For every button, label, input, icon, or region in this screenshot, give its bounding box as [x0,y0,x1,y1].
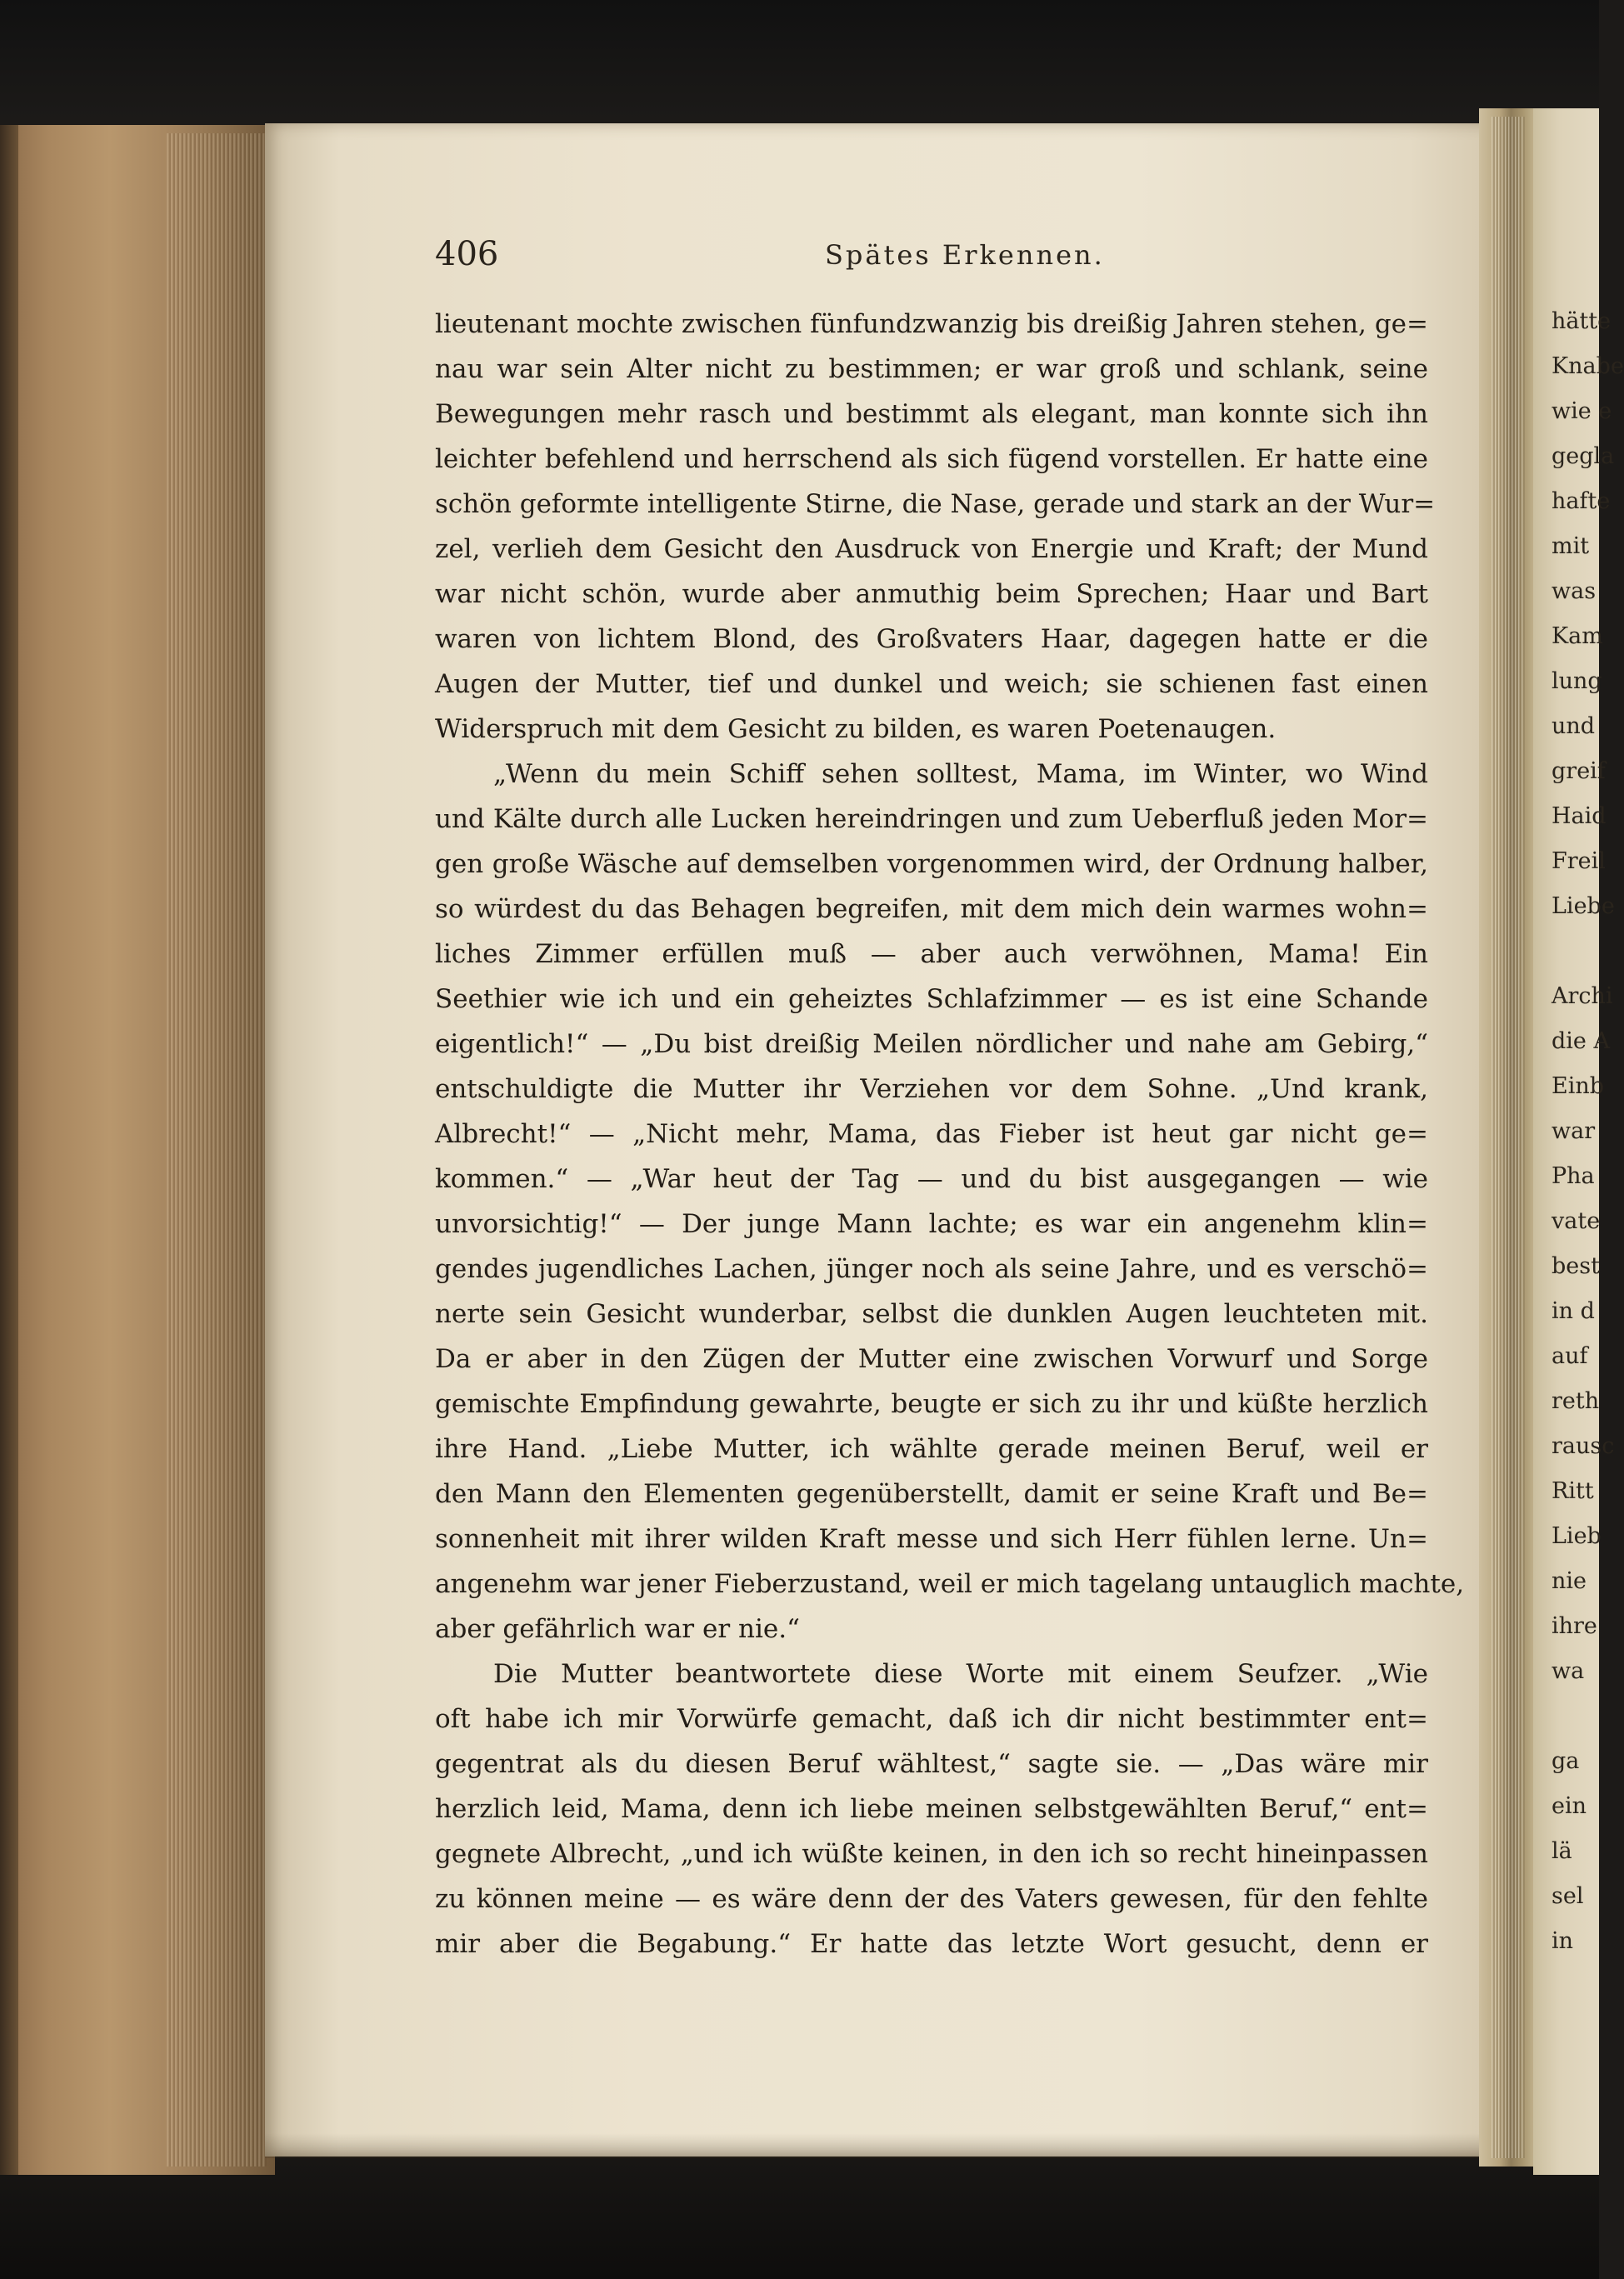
facing-page-fragment: greif [1552,758,1606,784]
facing-page-fragment: war [1552,1118,1596,1144]
facing-page-fragment: mit [1552,533,1590,559]
page-bottom-shadow [265,2133,1508,2158]
text-line: angenehm war jener Fieberzustand, weil er mich tagelang untauglich machte, [435,1569,1465,1599]
text-line: den Mann den Elementen gegenüberstellt, damit er seine Kraft und Be= [435,1479,1428,1509]
text-line: gen große Wäsche auf demselben vorgenommen wird, der Ordnung halber, [435,849,1428,879]
text-line: Die Mutter beantwortete diese Worte mit einem Seufzer. „Wie [493,1659,1428,1689]
text-line: schön geformte intelligente Stirne, die Nase, gerade und stark an der Wur= [435,489,1436,519]
facing-page-fragment: nie [1552,1568,1587,1594]
facing-page-fragment: hätte [1552,308,1612,334]
facing-page-fragment: auf [1552,1343,1588,1369]
text-line: so würdest du das Behagen begreifen, mit dem mich dein warmes wohn= [435,894,1428,924]
text-line: liches Zimmer erfüllen muß — aber auch verwöhnen, Mama! Ein [435,939,1428,969]
text-line: nau war sein Alter nicht zu bestimmen; er war groß und schlank, seine [435,354,1428,384]
text-line: aber gefährlich war er nie.“ [435,1614,800,1644]
facing-page-fragment: Einb [1552,1073,1605,1099]
facing-page-fragment: wie e [1552,398,1612,424]
text-line: zel, verlieh dem Gesicht den Ausdruck von Energie und Kraft; der Mund [435,534,1428,564]
text-line: waren von lichtem Blond, des Großvaters Haar, dagegen hatte er die [435,624,1428,654]
text-line: gegnete Albrecht, „und ich wüßte keinen, in den ich so recht hineinpassen [435,1839,1428,1869]
text-line: Augen der Mutter, tief und dunkel und weich; sie schienen fast einen [435,669,1428,699]
facing-page-fragment: ihre [1552,1613,1597,1639]
facing-page-fragment: gegla [1552,443,1615,469]
facing-page-fragment: ga [1552,1748,1580,1774]
page-edge-stripes [167,133,267,2167]
text-line: herzlich leid, Mama, denn ich liebe meinen selbstgewählten Beruf,“ ent= [435,1794,1428,1824]
facing-page-fragment: Kam [1552,623,1603,649]
text-line: ihre Hand. „Liebe Mutter, ich wählte gerade meinen Beruf, weil er [435,1434,1428,1464]
text-line: Bewegungen mehr rasch und bestimmt als elegant, man konnte sich ihn [435,399,1428,429]
gutter-page-lines [1492,117,1525,2158]
text-line: sonnenheit mit ihrer wilden Kraft messe und sich Herr fühlen lerne. Un= [435,1524,1428,1554]
facing-page-fragment: Haid [1552,803,1607,829]
running-title: Spätes Erkennen. [825,239,1105,271]
text-line: Albrecht!“ — „Nicht mehr, Mama, das Fieber ist heut gar nicht ge= [435,1119,1428,1149]
text-line: Widerspruch mit dem Gesicht zu bilden, es waren Poetenaugen. [435,714,1277,744]
facing-page-fragment: best [1552,1253,1600,1279]
text-line: mir aber die Begabung.“ Er hatte das letzte Wort gesucht, denn er [435,1929,1428,1959]
facing-page-fragment: Ritt [1552,1478,1594,1504]
facing-page-fragment: hafte [1552,488,1611,514]
facing-page-fragment: was [1552,578,1597,604]
facing-page-fragment: sel [1552,1883,1584,1909]
facing-page-fragment: lung [1552,668,1602,694]
text-line: entschuldigte die Mutter ihr Verziehen vor dem Sohne. „Und krank, [435,1074,1428,1104]
facing-page-fragment: Pha [1552,1163,1595,1189]
facing-page-fragment: Archi [1552,983,1613,1009]
text-line: leichter befehlend und herrschend als sich fügend vorstellen. Er hatte eine [435,444,1428,474]
facing-page-fragment: in d [1552,1298,1595,1324]
facing-page-fragment: vate [1552,1208,1601,1234]
facing-page-fragment: Lieb [1552,1523,1602,1549]
facing-page-fragment: in [1552,1928,1574,1954]
text-line: und Kälte durch alle Lucken hereindringen und zum Ueberfluß jeden Mor= [435,804,1428,834]
facing-page-text [1552,302,1624,1967]
page-number: 406 [435,235,499,273]
text-line: kommen.“ — „War heut der Tag — und du bist ausgegangen — wie [435,1164,1428,1194]
facing-page-fragment: Freil [1552,848,1606,874]
facing-page-fragment: wa [1552,1658,1585,1684]
text-line: war nicht schön, wurde aber anmuthig beim Sprechen; Haar und Bart [435,579,1428,609]
text-line: unvorsichtig!“ — Der junge Mann lachte; es war ein angenehm klin= [435,1209,1428,1239]
text-line: gemischte Empfindung gewahrte, beugte er sich zu ihr und küßte herzlich [435,1389,1428,1419]
background-top [0,0,1599,133]
body-text [435,302,1465,1967]
text-line: gegentrat als du diesen Beruf wähltest,“ sagte sie. — „Das wäre mir [435,1749,1428,1779]
facing-page-fragment: Knabe [1552,353,1624,379]
text-line: nerte sein Gesicht wunderbar, selbst die dunklen Augen leuchteten mit. [435,1299,1428,1329]
facing-page-fragment: lä [1552,1838,1572,1864]
facing-page-fragment: die A [1552,1028,1610,1054]
text-line: eigentlich!“ — „Du bist dreißig Meilen nördlicher und nahe am Gebirg,“ [435,1029,1428,1059]
text-line: gendes jugendliches Lachen, jünger noch als seine Jahre, und es verschö= [435,1254,1428,1284]
text-line: lieutenant mochte zwischen fünfundzwanzig bis dreißig Jahren stehen, ge= [435,309,1428,339]
facing-page-fragment: reth [1552,1388,1600,1414]
text-line: Da er aber in den Zügen der Mutter eine zwischen Vorwurf und Sorge [435,1344,1428,1374]
text-line: oft habe ich mir Vorwürfe gemacht, daß ich dir nicht bestimmter ent= [435,1704,1428,1734]
facing-page-fragment: rausc [1552,1433,1615,1459]
facing-page-fragment: ein [1552,1793,1587,1819]
text-line: zu können meine — es wäre denn der des Vaters gewesen, für den fehlte [435,1884,1428,1914]
text-line: „Wenn du mein Schiff sehen solltest, Mama, im Winter, wo Wind [493,759,1428,789]
facing-page-fragment: Liebe [1552,893,1615,919]
book-cover-edge [0,125,18,2175]
facing-page-fragment: und [1552,713,1596,739]
text-line: Seethier wie ich und ein geheiztes Schlafzimmer — es ist eine Schande [435,984,1428,1014]
